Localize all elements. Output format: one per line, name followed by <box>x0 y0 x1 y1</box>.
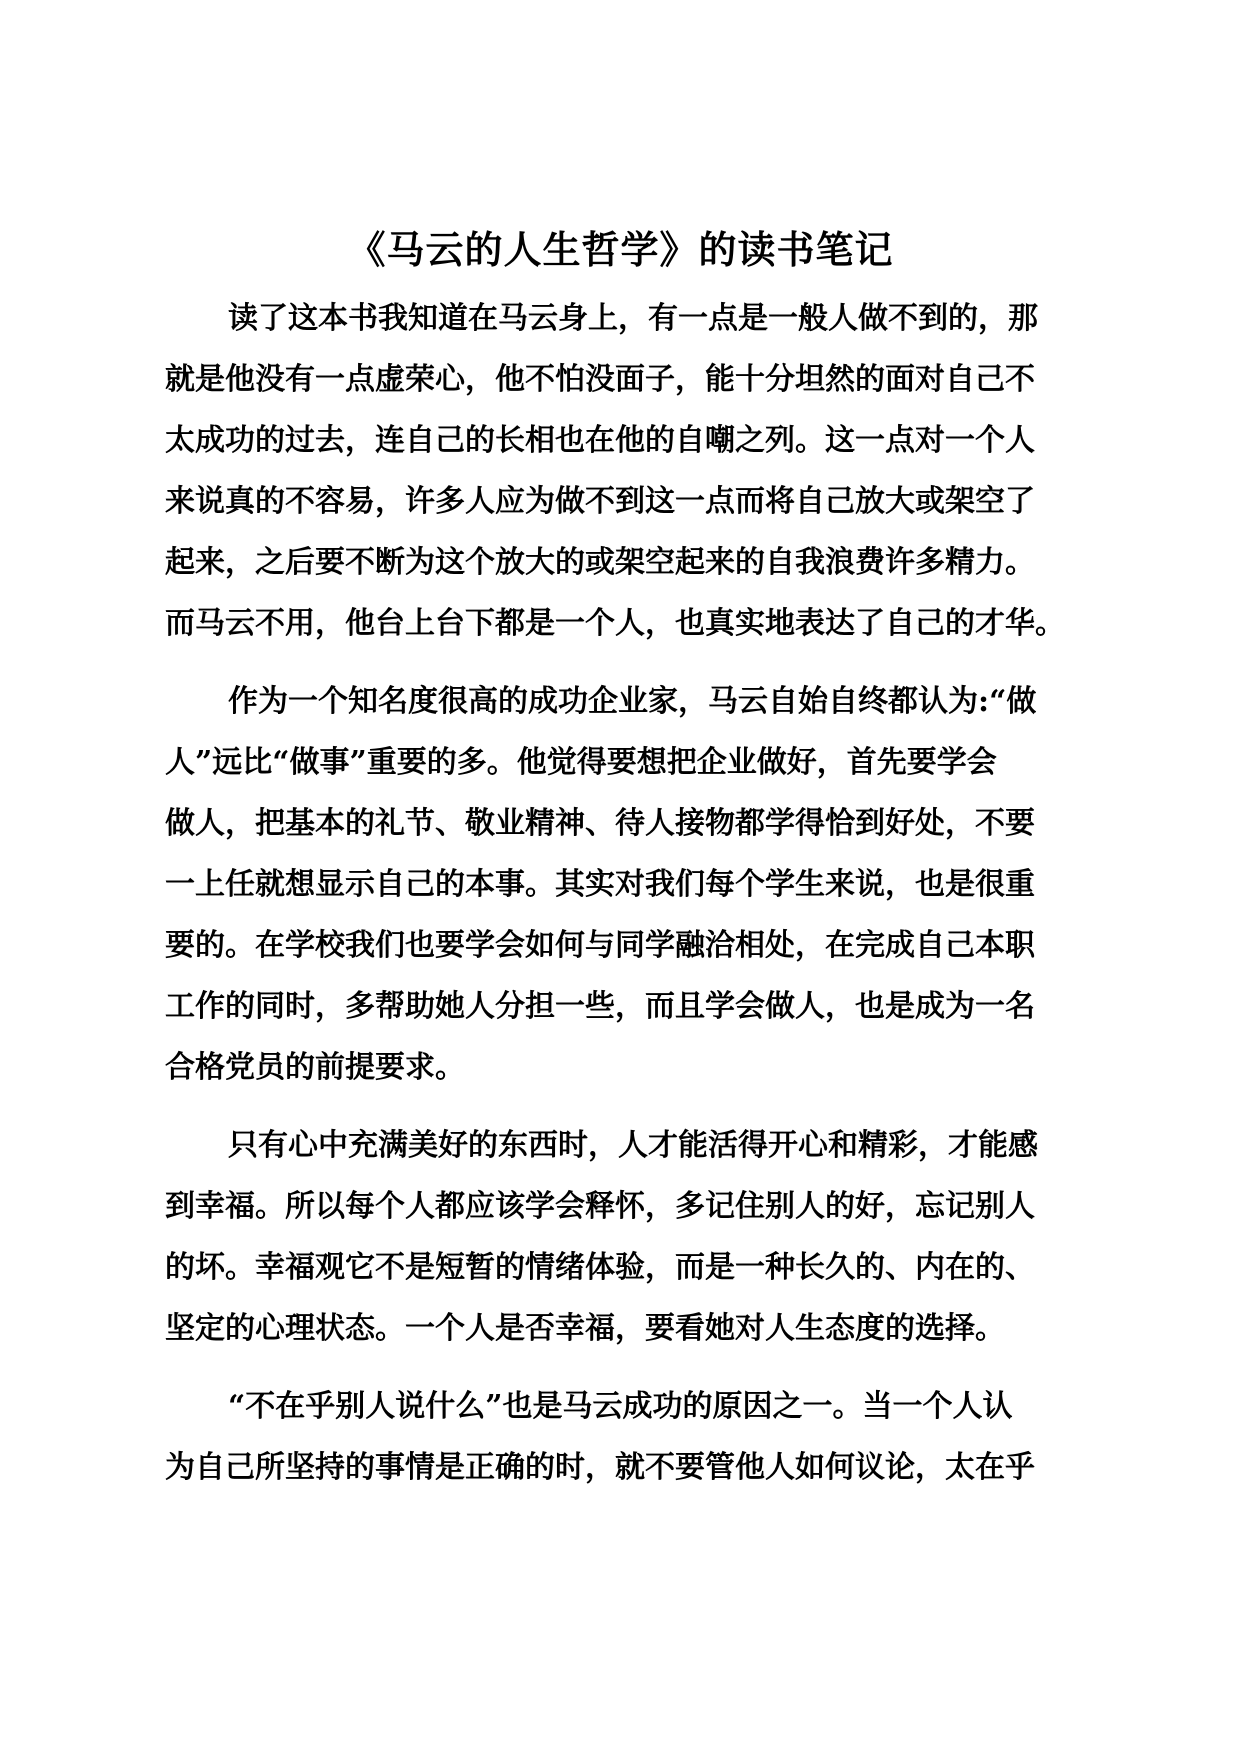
text-line: 为自己所坚持的事情是正确的时，就不要管他人如何议论，太在乎 <box>165 1450 1035 1485</box>
text-line: 到幸福。所以每个人都应该学会释怀，多记住别人的好，忘记别人 <box>165 1189 1035 1224</box>
text-line: 作为一个知名度很高的成功企业家，马云自始自终都认为:“做 <box>228 684 1037 719</box>
text-line: 做人，把基本的礼节、敬业精神、待人接物都学得恰到好处，不要 <box>165 806 1035 841</box>
text-line: 就是他没有一点虚荣心，他不怕没面子，能十分坦然的面对自己不 <box>165 362 1035 397</box>
text-line: 来说真的不容易，许多人应为做不到这一点而将自己放大或架空了 <box>165 484 1035 519</box>
text-line: 要的。在学校我们也要学会如何与同学融洽相处，在完成自己本职 <box>165 928 1035 963</box>
text-line: 工作的同时，多帮助她人分担一些，而且学会做人，也是成为一名 <box>165 989 1035 1024</box>
text-line: 而马云不用，他台上台下都是一个人，也真实地表达了自己的才华。 <box>165 606 1065 641</box>
text-line: “不在乎别人说什么”也是马云成功的原因之一。当一个人认 <box>228 1389 1013 1424</box>
document-title: 《马云的人生哲学》的读书笔记 <box>347 227 894 272</box>
text-line: 合格党员的前提要求。 <box>165 1050 465 1085</box>
text-line: 太成功的过去，连自己的长相也在他的自嘲之列。这一点对一个人 <box>165 423 1035 458</box>
text-line: 只有心中充满美好的东西时，人才能活得开心和精彩，才能感 <box>228 1128 1038 1163</box>
text-line: 起来，之后要不断为这个放大的或架空起来的自我浪费许多精力。 <box>165 545 1035 580</box>
text-line: 的坏。幸福观它不是短暂的情绪体验，而是一种长久的、内在的、 <box>165 1250 1035 1285</box>
text-line: 一上任就想显示自己的本事。其实对我们每个学生来说，也是很重 <box>165 867 1035 902</box>
text-line: 坚定的心理状态。一个人是否幸福，要看她对人生态度的选择。 <box>165 1311 1005 1346</box>
text-line: 读了这本书我知道在马云身上，有一点是一般人做不到的，那 <box>228 301 1038 336</box>
text-line: 人”远比“做事”重要的多。他觉得要想把企业做好，首先要学会 <box>165 745 997 780</box>
